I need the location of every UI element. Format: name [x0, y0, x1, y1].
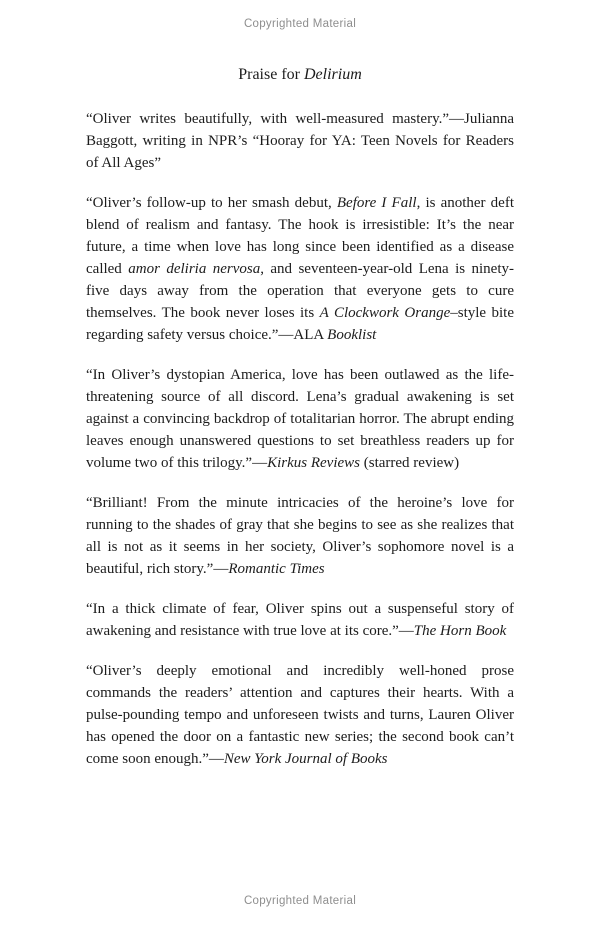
praise-quote-3: “In Oliver’s dystopian America, love has been outlawed as the life-threatening source of all discord. Lena’s gradual awakening is set against a convincing backdrop of totalitarian horror. The abrupt ending leaves enough unanswered questions to set breathless readers up for volume two of this trilogy.”—Kirkus Reviews (starred review): [86, 367, 514, 471]
praise-quote-6: “Oliver’s deeply emotional and incredibly well-honed prose commands the readers’ attention and captures their hearts. With a pulse-pounding tempo and unforeseen twists and turns, Lauren Oliver has opened the door on a fantastic new series; the second book can’t come soon enough.”—New York Journal of Books: [86, 663, 514, 767]
praise-quote-2: “Oliver’s follow-up to her smash debut, Before I Fall, is another deft blend of realism and fantasy. The hook is irresistible: It’s the near future, a time when love has long since been identified as a disease called amor deliria nervosa, and seventeen-year-old Lena is ninety-five days away from the operation that everyone gets to cure themselves. The book never loses its A Clockwork Orange–style bite regarding safety versus choice.”—ALA Booklist: [86, 195, 515, 343]
praise-quote-5: “In a thick climate of fear, Oliver spins out a suspenseful story of awakening and resistance with true love at its core.”—The Horn Book: [86, 601, 514, 639]
copyright-notice-top: Copyrighted Material: [243, 18, 357, 30]
page-title: Praise for Delirium: [238, 66, 362, 83]
praise-quotes: [0, 84, 600, 770]
praise-quote-1: “Oliver writes beautifully, with well-measured mastery.”—Julianna Baggott, writing in NPR’s “Hooray for YA: Teen Novels for Readers of All Ages”: [86, 111, 514, 171]
praise-quote-4: “Brilliant! From the minute intricacies of the heroine’s love for running to the shades of gray that she begins to see as she realizes that all is not as it seems in her society, Oliver’s sophomore novel is a beautiful, rich story.”—Romantic Times: [86, 495, 514, 577]
copyright-notice-bottom: Copyrighted Material: [243, 895, 357, 907]
